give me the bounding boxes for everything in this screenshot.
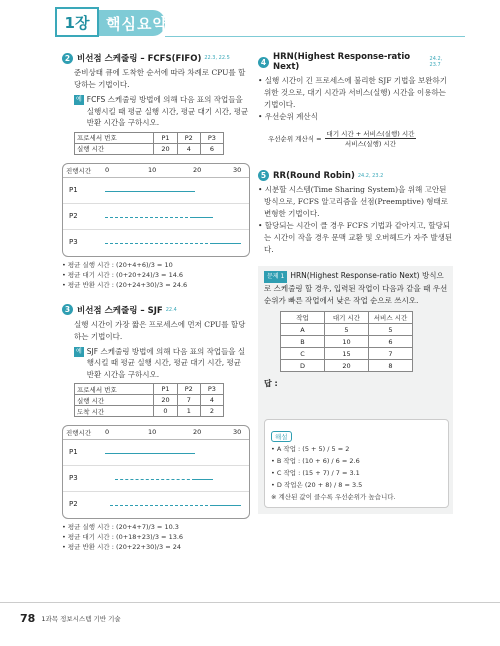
gantt-chart bbox=[62, 425, 250, 519]
section-number: 3 bbox=[62, 304, 73, 315]
section-number: 2 bbox=[62, 53, 73, 64]
section-ref: 24.2, 23.2 bbox=[357, 172, 384, 179]
example-text: SJF 스케줄링 방법에 의해 다음 표의 작업들을 실행시킬 때 평균 실행 시간, 평균 대기 시간, 평균 반환 시간을 구하시오. bbox=[86, 346, 246, 379]
section-desc: 실행 시간이 가장 짧은 프로세스에 먼저 CPU를 할당하는 기법이다. bbox=[74, 319, 246, 341]
gantt-header: 진행시간 0 10 20 30 bbox=[63, 426, 249, 440]
question-box bbox=[258, 266, 453, 514]
example-tag: 예 bbox=[76, 96, 82, 103]
example-text: FCFS 스케줄링 방법에 의해 다음 표의 작업들을 실행시킬 때 평균 실행 시간, 평균 대기 시간, 평균 반환 시간을 구하시오. bbox=[86, 95, 249, 127]
section-title: RR(Round Robin) bbox=[273, 170, 355, 181]
section-heading bbox=[62, 52, 250, 64]
question-tag: 문제 1 bbox=[264, 271, 287, 283]
gantt-head-label: 진행시간 bbox=[66, 429, 92, 437]
section-ref: 24.2, 23.7 bbox=[429, 56, 443, 68]
example bbox=[62, 94, 250, 129]
result-list: • 평균 실행 시간 : (20+4+7)/3 = 10.3 • 평균 대기 시간 : (0+18+23)/3 = 13.6 • 평균 반환 시간 : (20+22+30)/3 = 24 bbox=[62, 523, 184, 551]
gantt-row: P1 bbox=[63, 440, 249, 466]
solution-box: 해설 • A 작업 : (5 + 5) / 5 = 2 • B 작업 : (10 + 6) / 6 = 2.6 • C 작업 : (15 + 7) / 7 = 3.1 • D 작업은 (20 + 8) / 8 = 3.5 ※ 계산된 값이 클수록 우선순위가 높습니다. bbox=[264, 419, 449, 508]
section-ref: 22.3, 22.5 bbox=[204, 55, 230, 61]
process-table: 프로세서 번호 P1 P2 P3 실행 시간 20 4 6 bbox=[74, 132, 224, 155]
gantt-row: P3 bbox=[63, 466, 249, 492]
process-table: 프로세서 번호 P1 P2 P3 실행 시간 20 7 4 도착 시간 0 1 2 bbox=[74, 383, 224, 417]
footer-rule bbox=[0, 602, 500, 603]
right-column: 4 HRN(Highest Response-ratio Next) 24.2, 23.7 • 실행 시간이 긴 프로세스에 불리한 SJF 기법을 보완하기 위한 것으로, 대기 시간과 서비스(실행) 시간을 이용하는 기법이다. • 우선순위 계산식 우선순위 계산식 = $\frac{\text{대기 시간 + 서비스(실행) 시간}}{\text{서비스(실행) 시간}}$ 5 RR(Round Robin) 24.2, 23.2 • 시분할 시스템(Time Sharing System)을 위해 고안된 방식으로, FCFS 알고리즘을 선점(Preemptive) 형태로 변형한 기법이다. • 할당되는 시간이 클 경우 FCFS 기법과 같아지고, 할당되는 시간이 작을 경우 문맥 교환 및 오버헤드가 자주 발생된다. 문제 1 HRN(Highest Response-ratio Next) 방식으로 스케줄링 할 경우, 입력된 작업이 다음과 같을 때 우선순위가 빠른 작업에서 낮은 작업 순으로 쓰시오. 작업 대기 시간 서비스 시간 A 5 5 B 10 6 C 15 7 D 20 8 답 : 해설 • A 작업 : (5 + 5) / 5 = 2 • B 작업 : (10 + 6) / 6 = 2.6 • C 작업 : (15 + 7) / 7 = 3.1 • D 작업은 (20 + 8) / 8 = 3.5 ※ 계산된 값이 클수록 우선순위가 높습니다. bbox=[258, 52, 453, 514]
priority-formula: 우선순위 계산식 = $\frac{\text{대기 시간 + 서비스(실행) 시간}}{\text{서비스(실행) 시간}}$ bbox=[268, 130, 415, 148]
section-title: 비선점 스케줄링 – SJF bbox=[77, 305, 163, 316]
section-heading bbox=[258, 170, 453, 181]
section-title: HRN(Highest Response-ratio Next) bbox=[273, 52, 411, 72]
solution-tag: 해설 bbox=[271, 431, 292, 442]
gantt-row: P3 bbox=[63, 230, 249, 256]
answer-label: 답 : bbox=[264, 379, 278, 388]
gantt-chart bbox=[62, 163, 250, 257]
section-number: 5 bbox=[258, 170, 269, 181]
example-tag: 예 bbox=[76, 347, 82, 355]
chapter-badge: 1장 bbox=[55, 7, 99, 37]
gantt-header: 진행시간 0 10 20 30 bbox=[63, 164, 249, 178]
section-title: 비선점 스케줄링 – FCFS(FIFO) bbox=[77, 54, 202, 64]
gantt-head-label: 진행시간 bbox=[66, 166, 92, 175]
section-heading bbox=[62, 304, 250, 316]
section-heading bbox=[258, 52, 453, 72]
footer bbox=[20, 612, 121, 625]
header-title: 핵심요약 bbox=[106, 15, 168, 33]
gantt-row: P1 bbox=[63, 178, 249, 204]
left-column bbox=[62, 52, 250, 552]
section-ref: 22.4 bbox=[165, 306, 177, 313]
page-number: 78 bbox=[20, 612, 36, 625]
hrn-table: 작업 대기 시간 서비스 시간 A 5 5 B 10 6 C 15 7 D 20 8 bbox=[280, 311, 413, 372]
example bbox=[62, 346, 250, 381]
gantt-row: P2 bbox=[63, 492, 249, 518]
result-list: • 평균 실행 시간 : (20+4+6)/3 = 10 • 평균 대기 시간 : (0+20+24)/3 = 14.6 • 평균 반환 시간 : (20+24+30)/3 = 24.6 bbox=[62, 260, 188, 289]
header-rule bbox=[165, 36, 465, 37]
question-text: 문제 1 HRN(Highest Response-ratio Next) 방식으로 스케줄링 할 경우, 입력된 작업이 다음과 같을 때 우선순위가 빠른 작업에서 낮은 작업 순으로 쓰시오. bbox=[264, 271, 448, 305]
section-desc: 준비상태 큐에 도착한 순서에 따라 차례로 CPU를 할당하는 기법이다. bbox=[74, 68, 246, 89]
chapter-header bbox=[0, 0, 500, 42]
footer-text: 1과목 정보시스템 기반 기술 bbox=[41, 615, 121, 623]
section-number: 4 bbox=[258, 57, 269, 68]
gantt-row: P2 bbox=[63, 204, 249, 230]
